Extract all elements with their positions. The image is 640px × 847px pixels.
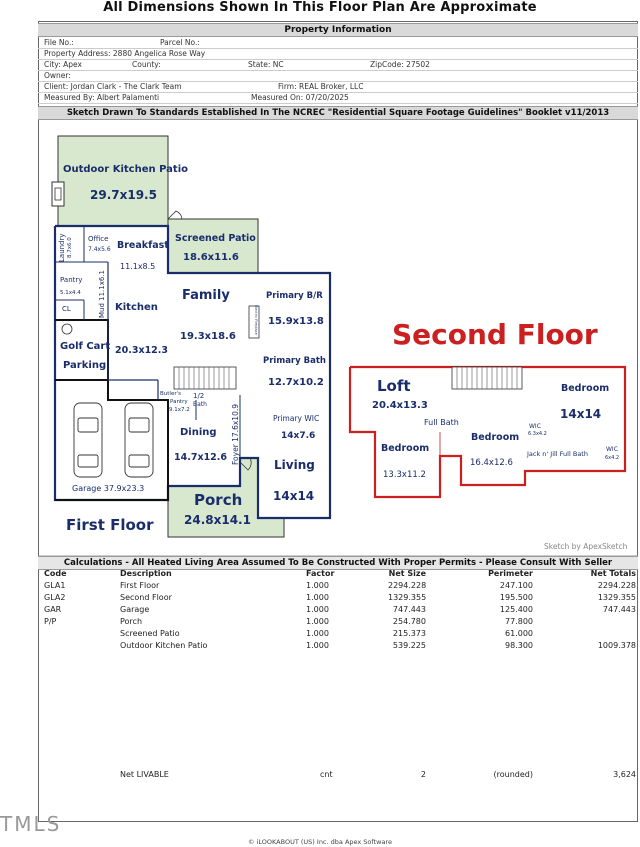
golf-cart-label: Golf Cart	[60, 341, 111, 352]
livable-desc: Net LIVABLE	[120, 770, 169, 779]
col-perimeter: Perimeter	[488, 569, 533, 578]
tmls-watermark: TMLS	[0, 812, 62, 836]
pantry-label: Pantry	[60, 276, 83, 284]
calc-row	[38, 628, 638, 640]
foyer-label: Foyer 17.6x10.9	[231, 404, 240, 465]
living-label: Living	[274, 458, 315, 472]
calc-row	[38, 604, 638, 616]
calc-cell-factor: 1.000	[306, 617, 329, 626]
calc-cell-code: GLA2	[44, 593, 66, 602]
calc-row	[38, 592, 638, 604]
dining-dim: 14.7x12.6	[174, 452, 228, 463]
col-factor: Factor	[306, 569, 335, 578]
pantry-dim: 5.1x4.4	[60, 290, 81, 296]
calc-cell-net: 254.780	[392, 617, 426, 626]
calc-cell-total: 747.443	[602, 605, 636, 614]
livable-perim: (rounded)	[493, 770, 533, 779]
col-description: Description	[120, 569, 172, 578]
breakfast-label: Breakfast	[117, 240, 169, 251]
col-net-totals: Net Totals	[590, 569, 636, 578]
screened-patio-dim: 18.6x11.6	[183, 252, 239, 263]
file-no: File No.:	[44, 38, 74, 47]
outdoor-kitchen-label: Outdoor Kitchen Patio	[63, 164, 188, 175]
first-floor-label: First Floor	[66, 516, 154, 534]
wic2-label: WIC	[606, 446, 618, 453]
loft-label: Loft	[377, 377, 411, 395]
calc-row	[38, 580, 638, 592]
outdoor-kitchen-patio-area	[58, 136, 168, 226]
garage-car-2	[125, 403, 153, 477]
county: County:	[132, 60, 161, 69]
porch-label: Porch	[194, 491, 243, 509]
calc-cell-desc: Screened Patio	[120, 629, 180, 638]
butlers-pantry-dim: 9.1x7.2	[169, 407, 190, 413]
bedroom2-label: Bedroom	[471, 432, 520, 443]
bedroom1-dim: 13.3x11.2	[383, 470, 426, 480]
mud-label: Mud 11.1x6.1	[98, 269, 106, 318]
calc-cell-net: 539.225	[392, 641, 426, 650]
calc-cell-net: 1329.355	[388, 593, 427, 602]
wic2-dim: 6x4.2	[605, 455, 620, 461]
col-code: Code	[44, 569, 67, 578]
calc-cell-net: 2294.228	[388, 581, 427, 590]
property-address: Property Address: 2880 Angelica Rose Way	[44, 49, 206, 58]
family-label: Family	[182, 288, 230, 303]
calc-cell-perim: 125.400	[499, 605, 533, 614]
laundry-label: Laundry	[58, 233, 66, 262]
footer-copyright: © iLOOKABOUT (US) Inc. dba Apex Software	[248, 838, 392, 846]
calc-column-headers	[38, 568, 638, 580]
loft-dim: 20.4x13.3	[372, 400, 428, 411]
state: State: NC	[248, 60, 284, 69]
first-floor-stairs	[174, 367, 236, 389]
breakfast-dim: 11.1x8.5	[120, 262, 156, 271]
calc-cell-desc: First Floor	[120, 581, 160, 590]
livable-factor: cnt	[320, 770, 333, 779]
measured-by: Measured By: Albert Palamenti	[44, 93, 160, 102]
garage-label: Garage 37.9x23.3	[72, 484, 145, 493]
zipcode: ZipCode: 27502	[370, 60, 430, 69]
primary-br-label: Primary B/R	[266, 291, 323, 301]
calc-cell-total: 2294.228	[597, 581, 636, 590]
calc-cell-desc: Second Floor	[120, 593, 172, 602]
jack-jill-label: Jack n' Jill Full Bath	[527, 450, 588, 458]
property-info-header: Property Information	[38, 23, 638, 37]
livable-total: 3,624	[613, 770, 636, 779]
half-bath-label: 1/2	[193, 392, 205, 400]
butlers-label: Butler's	[160, 391, 181, 397]
kitchen-label: Kitchen	[115, 302, 158, 313]
closet-label: CL	[62, 305, 71, 313]
sketch-standards-header: Sketch Drawn To Standards Established In The NCREC "Residential Square Footage Guidelines" Booklet v11/2013	[38, 106, 638, 120]
calc-cell-total: 1009.378	[597, 641, 636, 650]
butlers-pantry-label: Pantry	[170, 399, 188, 405]
calc-row	[38, 616, 638, 628]
wic1-dim: 6.3x4.2	[528, 431, 547, 437]
calc-cell-code: P/P	[44, 617, 57, 626]
parking-label: Parking	[63, 360, 107, 371]
bedroom3-dim: 14x14	[560, 407, 602, 421]
calc-cell-code: GAR	[44, 605, 62, 614]
owner: Owner:	[44, 71, 71, 80]
primary-bath-dim: 12.7x10.2	[268, 377, 324, 388]
primary-wic-label: Primary WIC	[273, 414, 320, 423]
screened-patio-area	[168, 219, 258, 273]
calc-row	[38, 640, 638, 652]
calculations-header: Calculations - All Heated Living Area Assumed To Be Constructed With Proper Permits - Please Consult With Seller	[38, 556, 638, 570]
calc-cell-desc: Garage	[120, 605, 150, 614]
office-label: Office	[88, 235, 109, 243]
calc-cell-perim: 98.300	[505, 641, 533, 650]
col-net-size: Net Size	[388, 569, 426, 578]
city: City: Apex	[44, 60, 82, 69]
calc-cell-factor: 1.000	[306, 593, 329, 602]
firm: Firm: REAL Broker, LLC	[278, 82, 364, 91]
parcel-no: Parcel No.:	[160, 38, 200, 47]
calc-cell-factor: 1.000	[306, 629, 329, 638]
calc-cell-perim: 247.100	[499, 581, 533, 590]
measured-on: Measured On: 07/20/2025	[251, 93, 349, 102]
calc-cell-code: GLA1	[44, 581, 66, 590]
calc-cell-perim: 77.800	[505, 617, 533, 626]
living-dim: 14x14	[273, 489, 315, 503]
outdoor-kitchen-dim: 29.7x19.5	[90, 188, 157, 202]
laundry-dim: 8.7x6.0	[67, 237, 73, 258]
family-dim: 19.3x18.6	[180, 331, 236, 342]
page-title: All Dimensions Shown In This Floor Plan Are Approximate	[103, 0, 537, 15]
bedroom1-label: Bedroom	[381, 443, 430, 454]
porch-dim: 24.8x14.1	[184, 513, 251, 527]
calc-cell-net: 747.443	[392, 605, 426, 614]
kitchen-dim: 20.3x12.3	[115, 345, 169, 356]
second-floor-label: Second Floor	[392, 318, 598, 351]
half-bath-word: Bath	[193, 401, 207, 408]
livable-net: 2	[420, 770, 426, 779]
primary-wic-dim: 14x7.6	[281, 431, 316, 441]
calc-cell-factor: 1.000	[306, 641, 329, 650]
water-heater	[62, 324, 72, 334]
sketch-by-credit: Sketch by ApexSketch	[544, 542, 628, 551]
client: Client: Jordan Clark - The Clark Team	[44, 82, 182, 91]
dining-label: Dining	[180, 427, 217, 438]
bedroom2-dim: 16.4x12.6	[470, 458, 513, 468]
calc-cell-perim: 61.000	[505, 629, 533, 638]
calc-cell-net: 215.373	[392, 629, 426, 638]
bedroom3-label: Bedroom	[561, 383, 610, 394]
calc-cell-total: 1329.355	[597, 593, 636, 602]
calc-cell-desc: Outdoor Kitchen Patio	[120, 641, 208, 650]
wic1-label: WIC	[529, 423, 541, 430]
office-dim: 7.4x5.6	[88, 246, 111, 253]
calc-livable-row	[38, 769, 638, 781]
calc-cell-factor: 1.000	[306, 581, 329, 590]
full-bath-label: Full Bath	[424, 418, 459, 427]
calc-cell-factor: 1.000	[306, 605, 329, 614]
primary-br-dim: 15.9x13.8	[268, 316, 324, 327]
calc-cell-perim: 195.500	[499, 593, 533, 602]
garage-car-1	[74, 403, 102, 477]
fireplace-label: Electric Fireplace	[254, 305, 258, 335]
screened-patio-label: Screened Patio	[175, 233, 256, 244]
calc-cell-desc: Porch	[120, 617, 143, 626]
primary-bath-label: Primary Bath	[263, 356, 326, 366]
